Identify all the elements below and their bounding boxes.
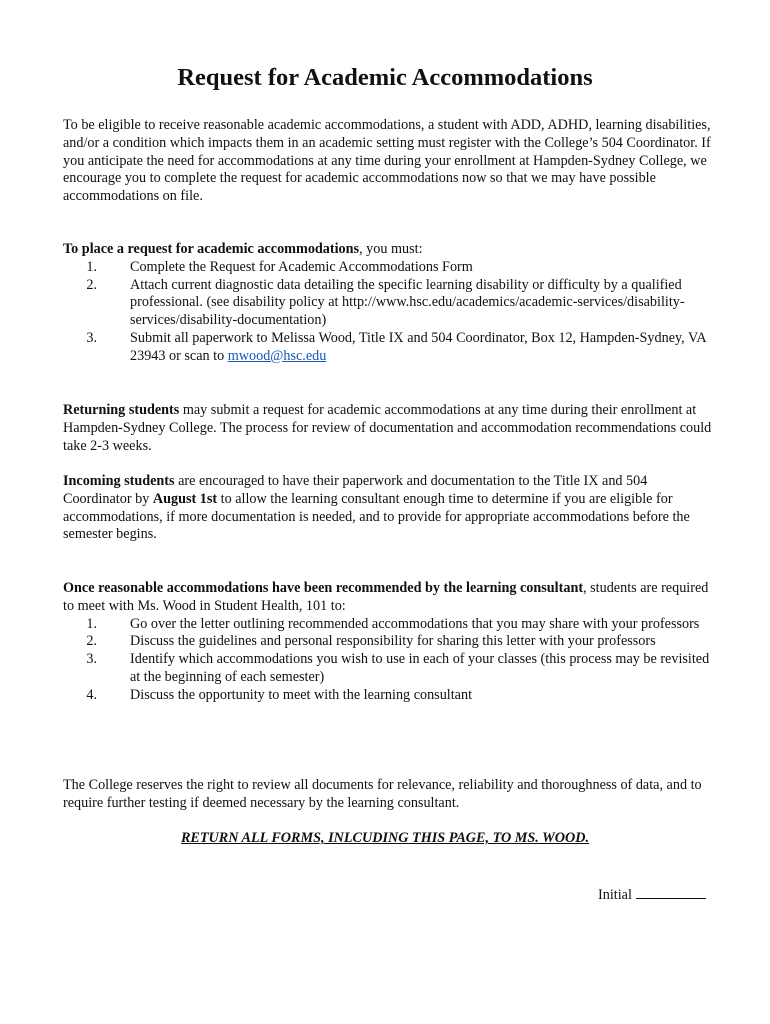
list-item-text: Discuss the guidelines and personal responsibility for sharing this letter with your professors — [130, 633, 656, 650]
list-item-text: Go over the letter outlining recommended accommodations that you may share with your professors — [130, 615, 700, 632]
return-all-notice: RETURN ALL FORMS, INLCUDING THIS PAGE, TO MS. WOOD. — [180, 830, 590, 846]
reserve-text: The College reserves the right to review all documents for relevance, reliability and thoroughness of data, and to require further testing if deemed necessary by the learning consultant. — [63, 777, 702, 811]
incoming-date: August 1st — [152, 490, 218, 507]
initial-label: Initial — [598, 887, 632, 903]
list-item-text: Attach current diagnostic data detailing the specific learning disability or difficulty by a qualified professional. (see disability policy at http://www.hsc.edu/academics/academic-services/disability-services/disability-documentation) — [130, 276, 685, 329]
list-item — [63, 330, 713, 366]
once-section — [63, 580, 713, 705]
list-item-number: 3. — [86, 329, 97, 346]
initial-blank-line[interactable] — [636, 884, 706, 899]
intro-paragraph — [63, 117, 713, 206]
list-item-number: 1. — [86, 258, 97, 275]
returning-text — [63, 402, 713, 455]
page-title: Request for Academic Accommodations — [177, 64, 593, 91]
request-steps-list — [63, 259, 713, 366]
list-item — [63, 277, 713, 330]
once-lead-rest: , students are required to meet with Ms. Wood in Student Health, 101 to: — [63, 580, 709, 614]
initial-field — [598, 884, 706, 904]
incoming-rest-1: are encouraged to have their paperwork and documentation to the Title IX and 504 Coordinator by — [63, 473, 648, 507]
list-item-text: Submit all paperwork to Melissa Wood, Title IX and 504 Coordinator, Box 12, Hampden-Sydney, VA 23943 or scan to — [130, 329, 706, 364]
request-lead — [63, 241, 713, 259]
list-item — [63, 259, 713, 277]
returning-paragraph — [63, 402, 713, 455]
reserve-paragraph — [63, 777, 713, 813]
list-item — [63, 633, 713, 651]
returning-bold: Returning students — [63, 402, 180, 418]
intro-text: To be eligible to receive reasonable academic accommodations, a student with ADD, ADHD, learning disabilities, and/or a condition which impacts them in an academic setting must register with the College’s 504 Coordinator. If you anticipate the need for accommodations at any time during your enrollment at Hampden-Sydney College, we encourage you to complete the request for academic accommodations now so that we may have possible accommodations on file. — [63, 117, 711, 205]
once-steps-list — [63, 616, 713, 705]
incoming-text — [63, 473, 713, 544]
request-lead-bold: To place a request for academic accommodations — [63, 241, 360, 257]
returning-rest: may submit a request for academic accommodations at any time during their enrollment at Hampden-Sydney College. The process for review of documentation and accommodation recommendations could take 2-3 weeks. — [63, 402, 712, 454]
list-item-text: Discuss the opportunity to meet with the learning consultant — [130, 686, 473, 703]
email-link[interactable]: mwood@hsc.edu — [227, 347, 327, 364]
list-item-text: Identify which accommodations you wish to use in each of your classes (this process may be revisited at the beginning of each semester) — [130, 651, 710, 685]
list-item-number: 2. — [86, 633, 97, 650]
incoming-paragraph — [63, 473, 713, 544]
incoming-bold: Incoming students — [63, 473, 175, 489]
list-item-number: 4. — [86, 686, 97, 703]
list-item-number: 3. — [86, 651, 97, 668]
incoming-rest-2: to allow the learning consultant enough time to determine if you are eligible for accommodations, if more documentation is needed, and to provide for appropriate accommodations before the semester begins. — [63, 490, 690, 543]
once-lead-bold: Once reasonable accommodations have been recommended by the learning consultant — [63, 580, 584, 596]
request-lead-rest: , you must: — [359, 241, 423, 257]
list-item — [63, 616, 713, 634]
list-item-number: 2. — [86, 276, 97, 293]
list-item — [63, 651, 713, 687]
list-item — [63, 687, 713, 705]
list-item-number: 1. — [86, 615, 97, 632]
list-item-text: Complete the Request for Academic Accommodations Form — [130, 258, 473, 275]
once-lead — [63, 580, 713, 616]
request-section — [63, 241, 713, 366]
